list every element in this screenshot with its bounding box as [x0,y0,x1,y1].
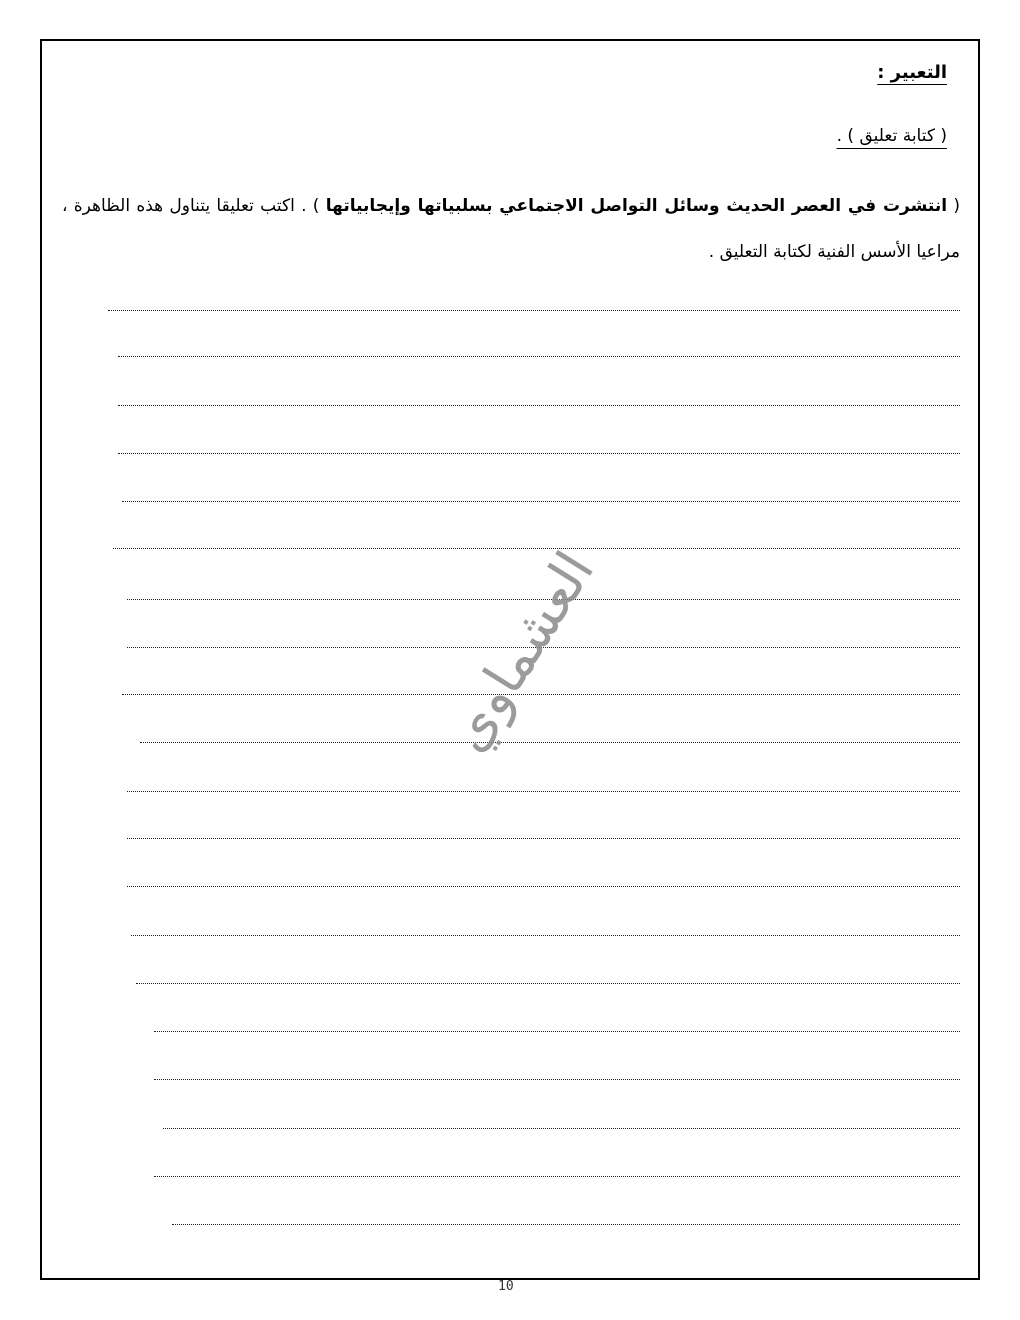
answer-line[interactable] [163,1128,960,1129]
prompt-instruction: . اكتب تعليقا يتناول هذه الظاهرة ، مراعيا الأسس الفنية لكتابة التعليق . [62,196,960,262]
answer-line[interactable] [118,453,960,454]
answer-line[interactable] [113,548,960,549]
answer-line[interactable] [154,1079,960,1080]
watermark-signature: العشماوي [435,540,607,763]
answer-line[interactable] [108,310,960,311]
task-type: ( كتابة تعليق ) . [836,126,947,146]
answer-line[interactable] [118,356,960,357]
answer-line[interactable] [136,983,960,984]
answer-line[interactable] [140,742,960,743]
answer-line[interactable] [154,1176,960,1177]
answer-line[interactable] [131,935,960,936]
prompt-topic: انتشرت في العصر الحديث وسائل التواصل الاجتماعي بسلبياتها وإيجابياتها [325,196,948,216]
answer-line[interactable] [122,694,960,695]
prompt-open-paren: ( [947,196,960,216]
section-heading: التعبير : [877,62,947,83]
answer-line[interactable] [127,838,960,839]
answer-line[interactable] [118,405,960,406]
answer-line[interactable] [127,791,960,792]
answer-line[interactable] [122,501,960,502]
page-number: 10 [498,1279,514,1294]
answer-line[interactable] [154,1031,960,1032]
essay-prompt [62,183,960,275]
answer-line[interactable] [172,1224,960,1225]
prompt-close-paren: ) [306,196,326,216]
answer-line[interactable] [127,886,960,887]
